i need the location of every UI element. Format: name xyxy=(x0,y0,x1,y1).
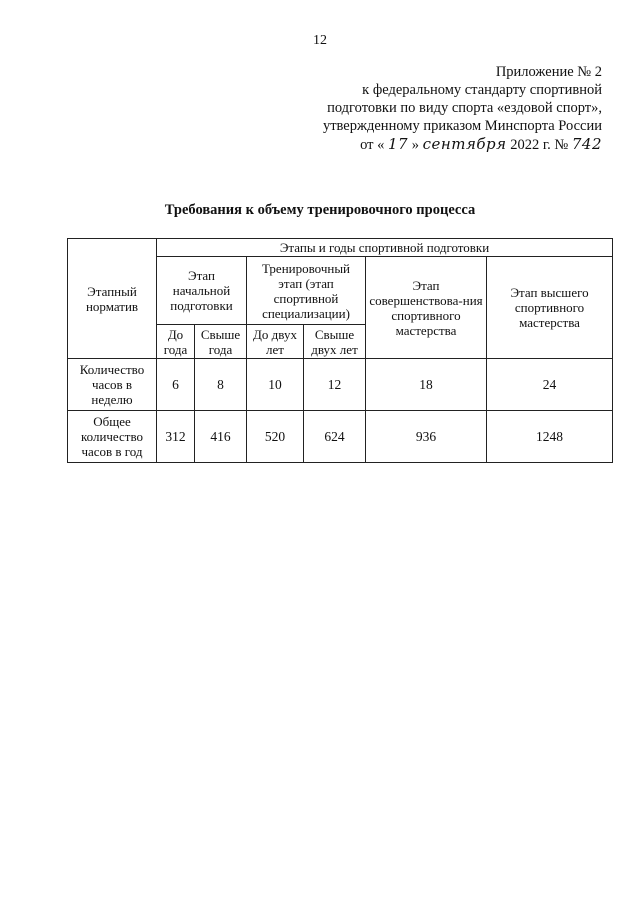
date-year: 2022 г. № xyxy=(510,137,569,153)
appendix-line: утвержденному приказом Минспорта России xyxy=(322,118,602,134)
row-header-cell: Этапный норматив xyxy=(68,239,157,359)
date-prefix: от « xyxy=(360,137,385,153)
table-cell: 936 xyxy=(366,411,487,463)
document-title: Требования к объему тренировочного процесса xyxy=(164,202,476,218)
table-cell: 24 xyxy=(487,359,613,411)
handwritten-day: 17 xyxy=(387,135,409,153)
date-mid: » xyxy=(411,137,419,153)
table-cell: 12 xyxy=(304,359,366,411)
row-label: Количество часов в неделю xyxy=(68,359,157,411)
year-header: Свыше двух лет xyxy=(304,325,366,359)
table-cell: 520 xyxy=(247,411,304,463)
stage-header: Этап начальной подготовки xyxy=(157,257,247,325)
handwritten-month: сентября xyxy=(422,135,507,153)
page-number: 12 xyxy=(313,33,327,48)
stage-header: Тренировочный этап (этап спортивной специализации) xyxy=(247,257,366,325)
table-cell: 10 xyxy=(247,359,304,411)
stage-header: Этап совершенствова-ния спортивного мастерства xyxy=(366,257,487,359)
table-cell: 8 xyxy=(195,359,247,411)
stage-header: Этап высшего спортивного мастерства xyxy=(487,257,613,359)
handwritten-order-number: 742 xyxy=(571,135,602,153)
table-cell: 6 xyxy=(157,359,195,411)
table-cell: 1248 xyxy=(487,411,613,463)
appendix-line: к федеральному стандарту спортивной xyxy=(362,82,602,98)
appendix-line: подготовки по виду спорта «ездовой спорт», xyxy=(327,100,602,116)
table-row xyxy=(68,359,613,411)
year-header: До двух лет xyxy=(247,325,304,359)
year-header: Свыше года xyxy=(195,325,247,359)
table-cell: 18 xyxy=(366,359,487,411)
table-cell: 416 xyxy=(195,411,247,463)
row-label: Общее количество часов в год xyxy=(68,411,157,463)
appendix-date-line xyxy=(302,135,602,154)
table-row xyxy=(68,411,613,463)
requirements-table xyxy=(67,238,613,463)
appendix-block xyxy=(302,63,602,154)
table-cell: 312 xyxy=(157,411,195,463)
appendix-title: Приложение № 2 xyxy=(495,64,602,80)
group-header-cell: Этапы и годы спортивной подготовки xyxy=(157,239,613,257)
table-cell: 624 xyxy=(304,411,366,463)
year-header: До года xyxy=(157,325,195,359)
